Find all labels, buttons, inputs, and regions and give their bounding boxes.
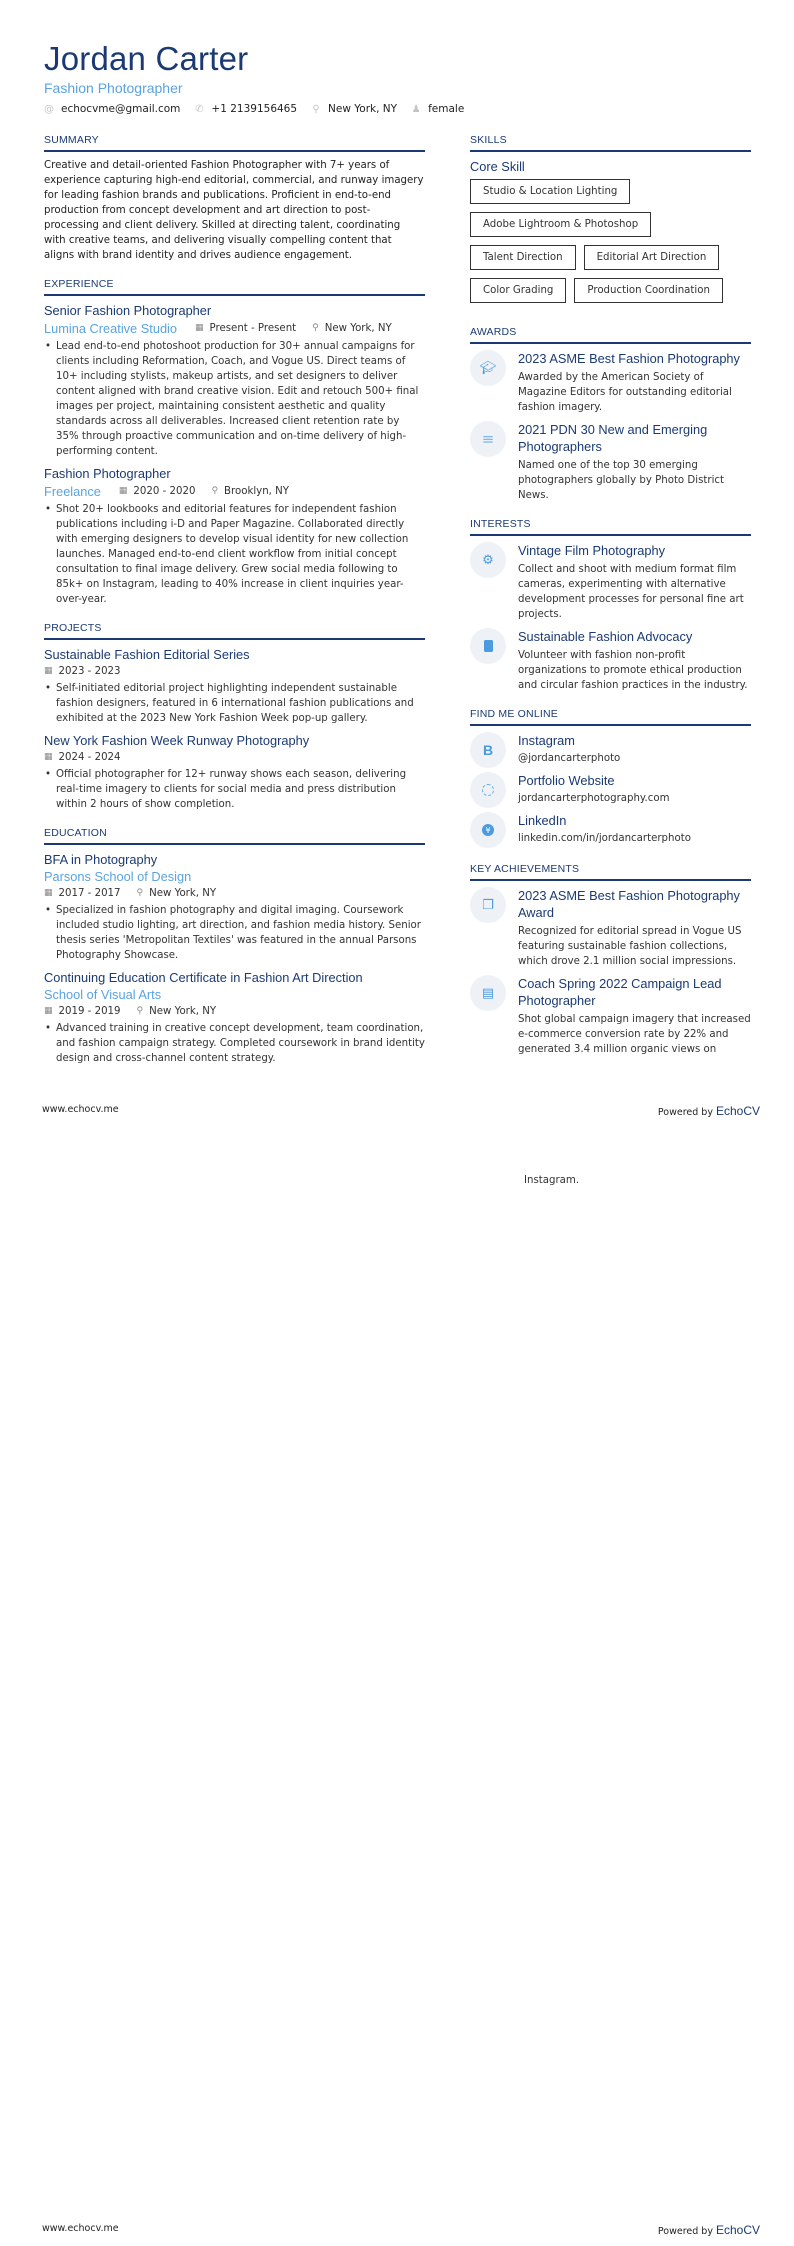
resume-header — [44, 40, 478, 115]
footer-site-link[interactable]: www.echocv.me — [42, 2223, 119, 2234]
bold-b-icon: B — [470, 732, 506, 768]
footer-site-link[interactable]: www.echocv.me — [42, 1104, 119, 1115]
online-item[interactable] — [470, 812, 751, 848]
brand-logo: EchoCV — [715, 2223, 760, 2237]
bullet-item: • Advanced training in creative concept development, team coordination, and fashion campaign strategy. Completed coursework in brand identity design and cross-channel content strategy. — [44, 1021, 425, 1066]
job-dates — [195, 321, 296, 336]
contact-email[interactable] — [44, 103, 180, 115]
company-name: Freelance — [44, 484, 101, 499]
powered-by-text: Powered by — [657, 2226, 713, 2237]
project-entry — [44, 646, 425, 726]
awards-section — [470, 325, 751, 503]
award-item — [470, 421, 751, 503]
interests-section — [470, 517, 751, 693]
job-dates — [119, 484, 196, 499]
dates-text: 2019 - 2019 — [58, 1006, 121, 1017]
calendar-icon: ▦ — [44, 888, 53, 898]
project-meta — [44, 750, 425, 765]
job-meta — [44, 483, 425, 500]
project-bullets — [44, 767, 425, 812]
location-text: Brooklyn, NY — [224, 486, 289, 497]
menu-lines-icon: ≡ — [470, 421, 506, 457]
interest-item — [470, 542, 751, 622]
location-text: New York, NY — [328, 103, 398, 115]
online-link[interactable]: linkedin.com/in/jordancarterphoto — [518, 833, 691, 844]
calendar-icon: ▦ — [44, 752, 53, 762]
contact-row — [44, 103, 478, 115]
location-text: New York, NY — [149, 888, 217, 899]
at-icon: @ — [44, 103, 54, 115]
education-meta — [44, 1004, 425, 1019]
powered-by-text: Powered by — [657, 1107, 713, 1118]
education-dates — [44, 1004, 121, 1019]
section-heading: FIND ME ONLINE — [470, 707, 751, 726]
education-entry — [44, 969, 425, 1066]
page-footer — [42, 2223, 760, 2237]
section-heading: KEY ACHIEVEMENTS — [470, 862, 751, 881]
yen-circle-icon: ¥ — [470, 812, 506, 848]
dashed-circle-icon — [470, 772, 506, 808]
footer-powered — [658, 2223, 760, 2237]
bullet-item: • Shot 20+ lookbooks and editorial features for independent fashion publications including i-D and Paper Magazine. Collaborated directly with emerging designers to develop visual identity for new collection launches. Managed end-to-end client workflow from initial concept consultation to final image delivery. Grew social media following to 85k+ on Instagram, leading to 40% increase in client inquiries year-over-year. — [44, 502, 425, 607]
location-pin-icon: ⚲ — [312, 323, 319, 333]
candidate-title: Fashion Photographer — [44, 80, 183, 96]
dates-text: 2023 - 2023 — [58, 666, 121, 677]
job-title: Senior Fashion Photographer — [44, 303, 212, 318]
summary-section — [44, 133, 425, 263]
education-dates — [44, 886, 121, 901]
gear-icon: ⚙ — [470, 542, 506, 578]
section-heading: AWARDS — [470, 325, 751, 344]
section-heading: PROJECTS — [44, 621, 425, 640]
education-entry — [44, 851, 425, 963]
company-name: Lumina Creative Studio — [44, 321, 178, 336]
achievement-text: Shot global campaign imagery that increased e-commerce conversion rate by 22% and generated 3.4 million organic views on — [518, 1014, 751, 1055]
documents-icon: ▤ — [470, 975, 506, 1011]
achievements-section — [470, 862, 751, 1057]
left-column — [44, 133, 425, 1080]
project-dates — [44, 664, 121, 679]
job-location — [211, 484, 289, 499]
award-text: Awarded by the American Society of Magazine Editors for outstanding editorial fashion imagery. — [518, 372, 732, 413]
school-name: Parsons School of Design — [44, 869, 192, 884]
email-text: echocvme@gmail.com — [61, 103, 181, 115]
interest-title: Vintage Film Photography — [518, 543, 666, 558]
bullet-item: • Specialized in fashion photography and digital imaging. Coursework included studio lighting, art direction, and fashion media history. Senior thesis series 'Metropolitan Textiles' was featured in the annual Parsons Photography Showcase. — [44, 903, 425, 963]
achievement-item — [470, 975, 751, 1057]
bullet-item: • Lead end-to-end photoshoot production for 30+ annual campaigns for clients including Reformation, Coach, and Vogue US. Direct teams of 10+ including stylists, makeup artists, and set designers to deliver content aligned with brand creative vision. Edit and retouch 500+ final images per project, maintaining consistent aesthetic and quality standards across all deliverables. Increased client retention rate by 35% through proactive communication and on-time delivery of high-performing content. — [44, 339, 425, 459]
project-entry — [44, 732, 425, 812]
degree-name: BFA in Photography — [44, 852, 158, 867]
summary-text: Creative and detail-oriented Fashion Photographer with 7+ years of experience capturing high-end editorial, commercial, and runway imagery for leading fashion brands and publications. Proficient in end-to-end production from concept development and art direction to post-processing and client delivery. Skilled at directing talent, coordinating with creative teams, and delivering visually compelling content that aligns with brand identity and drives audience engagement. — [44, 160, 424, 261]
location-pin-icon: ⚲ — [312, 103, 320, 115]
location-text: New York, NY — [149, 1006, 217, 1017]
job-title: Fashion Photographer — [44, 466, 171, 481]
interest-item — [470, 628, 751, 693]
candidate-name: Jordan Carter — [44, 40, 249, 77]
bullet-item: • Official photographer for 12+ runway shows each season, delivering real-time imagery to clients for social media and press distribution within 2 hours of show completion. — [44, 767, 425, 812]
education-bullets — [44, 1021, 425, 1066]
phone-text: +1 2139156465 — [211, 103, 298, 115]
dates-text: 2020 - 2020 — [133, 486, 196, 497]
phone-icon: ✆ — [195, 103, 204, 115]
interest-text: Volunteer with fashion non-profit organizations to promote ethical production and circular fashion practices in the industry. — [518, 650, 748, 691]
skill-tags — [470, 179, 751, 311]
achievement-item — [470, 887, 751, 969]
award-title: 2023 ASME Best Fashion Photography — [518, 351, 740, 366]
achievement-text: Recognized for editorial spread in Vogue US featuring sustainable fashion collections, which drove 2.1 million social impressions. — [518, 926, 742, 967]
online-item[interactable] — [470, 732, 751, 768]
section-heading: SKILLS — [470, 133, 751, 152]
job-bullets — [44, 339, 425, 459]
right-column — [470, 133, 751, 1071]
project-name: New York Fashion Week Runway Photography — [44, 733, 310, 748]
education-meta — [44, 886, 425, 901]
skill-group-title: Core Skill — [470, 159, 525, 174]
education-section — [44, 826, 425, 1066]
skill-tag: Editorial Art Direction — [584, 245, 720, 270]
job-location — [312, 321, 392, 336]
achievement-overflow-text: Instagram. — [524, 1175, 580, 1186]
page-footer — [42, 1104, 760, 1118]
interest-title: Sustainable Fashion Advocacy — [518, 629, 693, 644]
skill-tag: Studio & Location Lighting — [470, 179, 630, 204]
job-meta — [44, 320, 425, 337]
section-heading: EDUCATION — [44, 826, 425, 845]
section-heading: EXPERIENCE — [44, 277, 425, 296]
bullet-item: • Self-initiated editorial project highlighting independent sustainable fashion designers, featured in 6 international fashion publications and exhibited at the 2023 New York Fashion Week pop-up gallery. — [44, 681, 425, 726]
location-pin-icon: ⚲ — [211, 486, 219, 496]
achievement-title: Coach Spring 2022 Campaign Lead Photographer — [518, 976, 722, 1008]
gender-text: female — [428, 103, 465, 115]
job-bullets — [44, 502, 425, 607]
location-pin-icon: ⚲ — [136, 888, 144, 898]
section-heading: INTERESTS — [470, 517, 751, 536]
online-link[interactable]: jordancarterphotography.com — [518, 793, 670, 804]
education-location — [137, 1004, 217, 1019]
dates-text: Present - Present — [209, 323, 297, 334]
experience-entry — [44, 302, 425, 459]
dates-text: 2024 - 2024 — [58, 752, 121, 763]
experience-section — [44, 277, 425, 607]
calendar-icon: ▦ — [44, 1006, 53, 1016]
footer-powered — [658, 1104, 760, 1118]
calendar-icon: ▦ — [195, 323, 204, 333]
calculator-icon — [470, 628, 506, 664]
project-bullets — [44, 681, 425, 726]
online-item[interactable] — [470, 772, 751, 808]
online-section — [470, 707, 751, 848]
skill-tag: Talent Direction — [470, 245, 576, 270]
calendar-icon: ▦ — [44, 666, 53, 676]
project-dates — [44, 750, 121, 765]
school-name: School of Visual Arts — [44, 987, 162, 1002]
award-title: 2021 PDN 30 New and Emerging Photographers — [518, 422, 708, 454]
online-title: Portfolio Website — [518, 773, 615, 788]
section-heading: SUMMARY — [44, 133, 425, 152]
location-pin-icon: ⚲ — [136, 1006, 144, 1016]
online-title: Instagram — [518, 733, 575, 748]
person-icon: ♟ — [411, 103, 421, 115]
interest-text: Collect and shoot with medium format film cameras, experimenting with alternative development processes for personal fine art projects. — [518, 564, 744, 620]
skill-tag: Production Coordination — [574, 278, 723, 303]
contact-phone[interactable] — [194, 103, 297, 115]
project-meta — [44, 664, 425, 679]
online-title: LinkedIn — [518, 813, 567, 828]
dates-text: 2017 - 2017 — [58, 888, 121, 899]
calendar-icon: ▦ — [118, 486, 128, 496]
projects-section — [44, 621, 425, 812]
location-text: New York, NY — [324, 323, 392, 334]
skills-section — [470, 133, 751, 311]
skill-tag: Color Grading — [470, 278, 566, 303]
brand-logo: EchoCV — [715, 1104, 760, 1118]
project-name: Sustainable Fashion Editorial Series — [44, 647, 250, 662]
education-bullets — [44, 903, 425, 963]
graduation-cap-icon: 🎓︎ — [470, 350, 506, 386]
contact-location — [311, 103, 397, 115]
copy-icon: ❐ — [470, 887, 506, 923]
online-link[interactable]: @jordancarterphoto — [518, 753, 621, 764]
achievement-title: 2023 ASME Best Fashion Photography Award — [518, 888, 740, 920]
contact-gender — [411, 103, 464, 115]
award-text: Named one of the top 30 emerging photographers globally by Photo District News. — [518, 460, 724, 501]
education-location — [137, 886, 217, 901]
degree-name: Continuing Education Certificate in Fashion Art Direction — [44, 970, 363, 985]
experience-entry — [44, 465, 425, 607]
award-item — [470, 350, 751, 415]
skill-tag: Adobe Lightroom & Photoshop — [470, 212, 651, 237]
